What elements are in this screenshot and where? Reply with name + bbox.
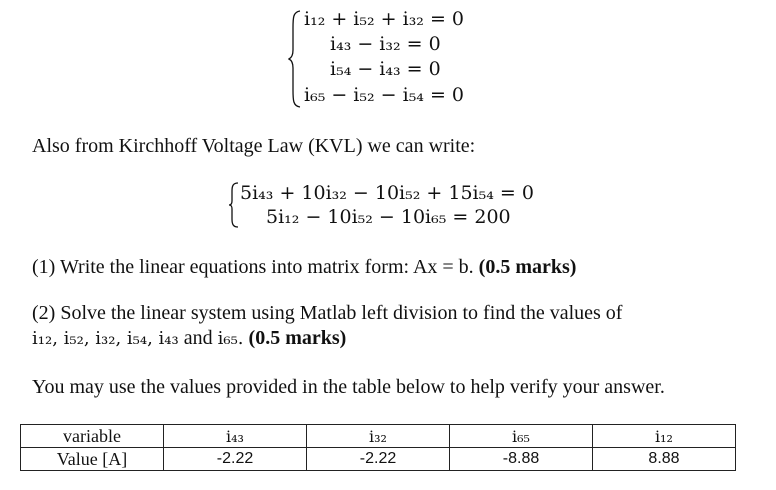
var-cell-1: i₄₃ <box>164 425 307 448</box>
var-cell-2: i₃₂ <box>307 425 450 448</box>
task-2-marks: (0.5 marks) <box>248 327 347 349</box>
value-label-cell: Value [A] <box>21 448 164 471</box>
kcl-equation-4: i₆₅ − i₅₂ − i₅₄ = 0 <box>304 84 465 106</box>
task-1-text: (1) Write the linear equations into matrix form: Ax = b. <box>32 256 474 278</box>
kcl-brace <box>288 10 302 108</box>
value-cell-1: -2.22 <box>164 448 307 471</box>
table-row-values <box>21 448 736 471</box>
kcl-equation-3: i₅₄ − i₄₃ = 0 <box>330 58 441 80</box>
header-label-cell: variable <box>21 425 164 448</box>
task-2-and: and <box>183 327 213 349</box>
task-2-vars: i₁₂, i₅₂, i₃₂, i₅₄, i₄₃ <box>32 328 179 349</box>
var-cell-4: i₁₂ <box>593 425 736 448</box>
kvl-brace <box>228 182 240 228</box>
value-cell-2: -2.22 <box>307 448 450 471</box>
kvl-intro: Also from Kirchhoff Voltage Law (KVL) we can write: <box>32 135 476 157</box>
values-table <box>20 424 736 471</box>
kvl-equation-1: 5i₄₃ + 10i₃₂ − 10i₅₂ + 15i₅₄ = 0 <box>240 182 534 204</box>
kvl-equation-2: 5i₁₂ − 10i₅₂ − 10i₆₅ = 200 <box>266 206 511 228</box>
task-2-line-1: (2) Solve the linear system using Matlab left division to find the values of <box>32 302 623 324</box>
task-1-marks: (0.5 marks) <box>478 256 577 278</box>
task-2-line-2 <box>32 327 346 350</box>
table-row-variables <box>21 425 736 448</box>
var-cell-3: i₆₅ <box>450 425 593 448</box>
value-cell-4: 8.88 <box>593 448 736 471</box>
kcl-equation-1: i₁₂ + i₅₂ + i₃₂ = 0 <box>304 8 465 30</box>
task-2-last-var: i₆₅. <box>217 328 244 349</box>
value-cell-3: -8.88 <box>450 448 593 471</box>
kcl-equation-2: i₄₃ − i₃₂ = 0 <box>330 33 441 55</box>
table-intro: You may use the values provided in the table below to help verify your answer. <box>32 376 665 398</box>
task-1 <box>32 256 576 279</box>
